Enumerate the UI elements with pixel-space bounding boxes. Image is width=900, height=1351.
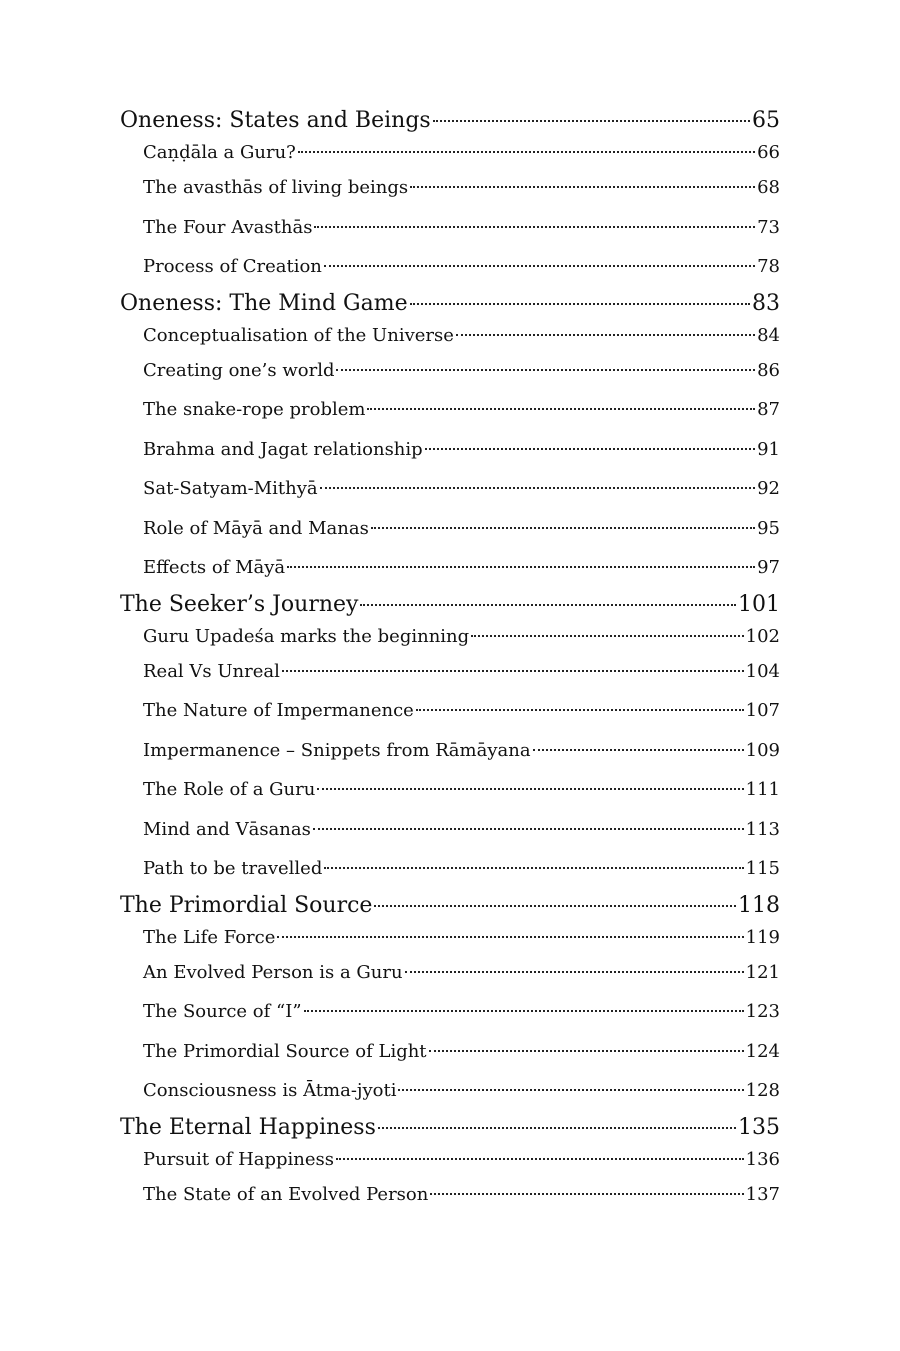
- dot-leader: [304, 1010, 744, 1012]
- section-title: Brahma and Jagat relationship: [143, 438, 423, 460]
- chapter-title: The Eternal Happiness: [120, 1114, 376, 1140]
- section-title: The State of an Evolved Person: [143, 1183, 429, 1205]
- section-page-number: 68: [757, 177, 780, 198]
- section-page-number: 86: [757, 359, 780, 381]
- chapter-page-number: 65: [752, 108, 780, 133]
- dot-leader: [371, 527, 755, 529]
- chapter-page-number: 83: [752, 290, 780, 316]
- dot-leader: [367, 408, 755, 410]
- section-page-number: 109: [745, 739, 780, 761]
- toc-chapter[interactable]: [120, 287, 780, 320]
- dot-leader: [336, 369, 755, 371]
- section-page-number: 92: [757, 478, 780, 499]
- section-title: Pursuit of Happiness: [143, 1148, 335, 1170]
- table-of-contents: [120, 104, 780, 1214]
- section-title: The Source of “I”: [143, 1001, 302, 1022]
- section-title: The Life Force: [143, 926, 276, 948]
- dot-leader: [430, 1193, 743, 1195]
- toc-section[interactable]: [120, 849, 780, 889]
- section-page-number: 121: [745, 961, 780, 983]
- dot-leader: [456, 334, 755, 336]
- dot-leader: [287, 566, 755, 568]
- section-page-number: 111: [745, 779, 780, 800]
- section-title: The Four Avasthās: [143, 216, 313, 238]
- toc-section[interactable]: [120, 1175, 780, 1215]
- dot-leader: [324, 265, 755, 267]
- toc-section[interactable]: [120, 1032, 780, 1072]
- section-page-number: 66: [757, 142, 780, 163]
- section-page-number: 137: [745, 1183, 780, 1205]
- section-title: Effects of Māyā: [143, 557, 286, 578]
- section-page-number: 87: [757, 399, 780, 420]
- section-page-number: 119: [745, 926, 780, 948]
- toc-section[interactable]: [120, 548, 780, 588]
- toc-section[interactable]: [120, 430, 780, 470]
- dot-leader: [298, 151, 755, 153]
- toc-section[interactable]: [120, 770, 780, 810]
- toc-section[interactable]: [120, 168, 780, 208]
- chapter-title: The Primordial Source: [120, 892, 373, 918]
- section-page-number: 91: [757, 438, 780, 460]
- dot-leader: [320, 487, 755, 489]
- toc-section[interactable]: [120, 922, 780, 953]
- toc-section[interactable]: [120, 1071, 780, 1111]
- dot-leader: [282, 670, 744, 672]
- section-page-number: 115: [745, 858, 780, 879]
- section-title: Creating one’s world: [143, 359, 335, 381]
- section-title: Impermanence – Snippets from Rāmāyana: [143, 739, 531, 761]
- toc-section[interactable]: [120, 390, 780, 430]
- dot-leader: [336, 1158, 744, 1160]
- toc-section[interactable]: [120, 208, 780, 248]
- toc-section[interactable]: [120, 810, 780, 850]
- section-title: Caṇḍāla a Guru?: [143, 142, 296, 163]
- dot-leader: [324, 867, 743, 869]
- section-page-number: 123: [745, 1001, 780, 1022]
- toc-chapter[interactable]: [120, 104, 780, 137]
- toc-section[interactable]: [120, 621, 780, 652]
- section-title: The avasthās of living beings: [143, 177, 409, 198]
- toc-section[interactable]: [120, 992, 780, 1032]
- dot-leader: [433, 120, 750, 122]
- toc-section[interactable]: [120, 351, 780, 391]
- toc-section[interactable]: [120, 469, 780, 509]
- section-page-number: 84: [757, 324, 780, 346]
- dot-leader: [317, 788, 743, 790]
- section-title: The snake-rope problem: [143, 399, 366, 420]
- toc-section[interactable]: [120, 1144, 780, 1175]
- toc-chapter[interactable]: [120, 588, 780, 621]
- dot-leader: [471, 635, 743, 637]
- chapter-page-number: 135: [738, 1114, 780, 1140]
- dot-leader: [416, 709, 744, 711]
- section-page-number: 113: [745, 818, 780, 840]
- dot-leader: [378, 1127, 736, 1129]
- toc-section[interactable]: [120, 652, 780, 692]
- dot-leader: [405, 971, 744, 973]
- chapter-title: Oneness: States and Beings: [120, 108, 431, 133]
- section-title: Process of Creation: [143, 256, 322, 277]
- dot-leader: [277, 936, 743, 938]
- section-title: Conceptualisation of the Universe: [143, 324, 454, 346]
- section-page-number: 102: [745, 625, 780, 647]
- section-page-number: 73: [757, 216, 780, 238]
- toc-section[interactable]: [120, 247, 780, 287]
- toc-chapter[interactable]: [120, 889, 780, 922]
- dot-leader: [314, 226, 755, 228]
- section-title: Guru Upadeśa marks the beginning: [143, 625, 470, 647]
- toc-section[interactable]: [120, 953, 780, 993]
- dot-leader: [410, 186, 755, 188]
- toc-section[interactable]: [120, 137, 780, 168]
- section-title: Sat-Satyam-Mithyā: [143, 478, 318, 499]
- section-title: An Evolved Person is a Guru: [143, 961, 403, 983]
- dot-leader: [313, 828, 744, 830]
- section-page-number: 78: [757, 256, 780, 277]
- section-page-number: 107: [745, 700, 780, 721]
- section-page-number: 136: [745, 1148, 780, 1170]
- dot-leader: [398, 1089, 743, 1091]
- toc-section[interactable]: [120, 320, 780, 351]
- chapter-title: The Seeker’s Journey: [120, 591, 359, 617]
- chapter-page-number: 118: [738, 892, 780, 918]
- section-title: The Role of a Guru: [143, 779, 316, 800]
- dot-leader: [360, 604, 736, 606]
- section-title: The Nature of Impermanence: [143, 700, 414, 721]
- toc-section[interactable]: [120, 691, 780, 731]
- section-title: Consciousness is Ātma-jyoti: [143, 1080, 397, 1101]
- dot-leader: [410, 303, 750, 305]
- section-page-number: 104: [745, 660, 780, 682]
- chapter-title: Oneness: The Mind Game: [120, 290, 408, 316]
- toc-chapter[interactable]: [120, 1111, 780, 1144]
- section-page-number: 95: [757, 517, 780, 539]
- chapter-page-number: 101: [738, 591, 780, 617]
- toc-section[interactable]: [120, 731, 780, 771]
- toc-section[interactable]: [120, 509, 780, 549]
- dot-leader: [533, 749, 744, 751]
- section-title: The Primordial Source of Light: [143, 1040, 427, 1062]
- section-title: Path to be travelled: [143, 858, 323, 879]
- section-title: Real Vs Unreal: [143, 660, 280, 682]
- dot-leader: [374, 905, 736, 907]
- dot-leader: [429, 1050, 744, 1052]
- section-title: Mind and Vāsanas: [143, 818, 311, 840]
- dot-leader: [425, 448, 755, 450]
- section-page-number: 97: [757, 557, 780, 578]
- section-page-number: 124: [745, 1040, 780, 1062]
- section-title: Role of Māyā and Manas: [143, 517, 369, 539]
- section-page-number: 128: [745, 1080, 780, 1101]
